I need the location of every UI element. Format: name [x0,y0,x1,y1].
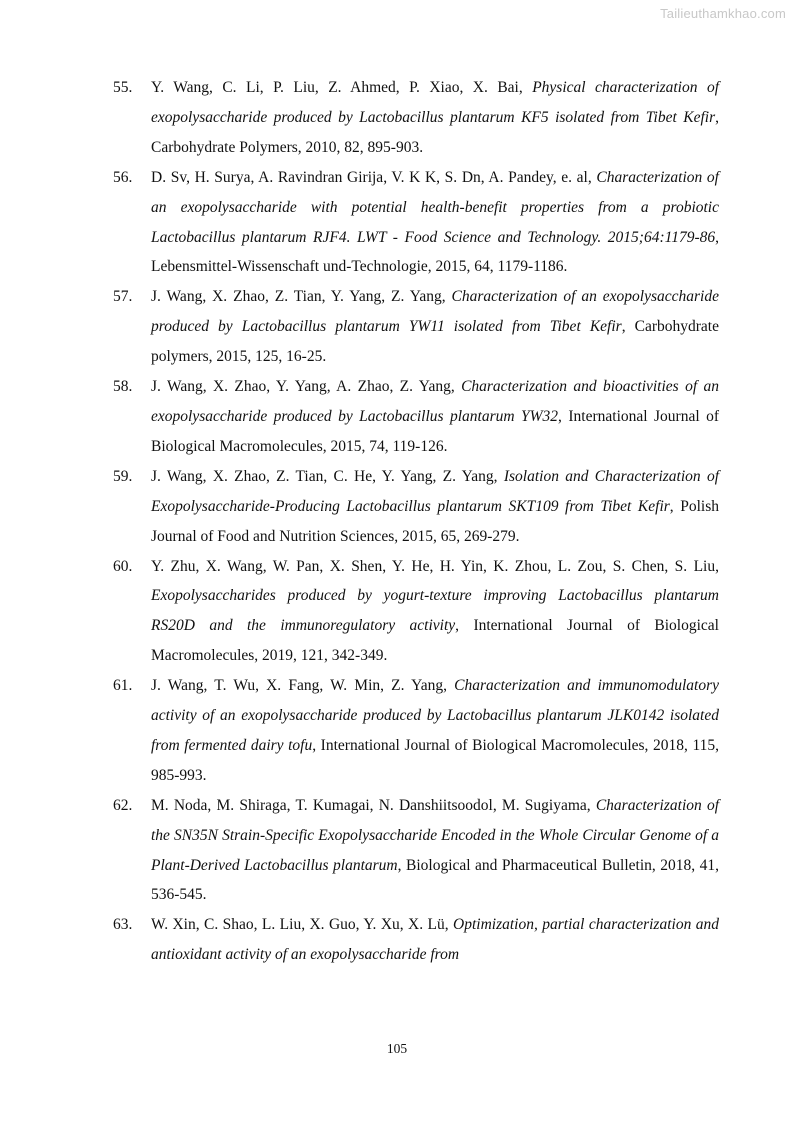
reference-item [113,372,719,462]
reference-source: , Carbohydrate Polymers, 2010, 82, 895-903. [151,108,719,156]
reference-title: Characterization of the SN35N Strain-Specific Exopolysaccharide Encoded in the Whole Circular Genome of a Plant-Derived Lactobacillus plantarum [151,796,719,874]
reference-item [113,462,719,552]
reference-title: Optimization, partial characterization and antioxidant activity of an exopolysaccharide from [151,916,719,964]
reference-title: Physical characterization of exopolysaccharide produced by Lactobacillus plantarum KF5 isolated from Tibet Kefir [151,79,720,126]
reference-number: 59. [113,467,133,485]
reference-item [113,282,719,372]
reference-text [151,372,719,462]
watermark: Tailieuthamkhao.com [660,6,786,21]
reference-number: 60. [113,557,133,575]
reference-text [151,910,719,970]
reference-title: Characterization of an exopolysaccharide with potential health-benefit properties from a probiotic Lactobacillus plantarum RJF4. LWT - Food Science and Technology. 2015;64:1179-86 [151,168,719,246]
reference-authors: D. Sv, H. Surya, A. Ravindran Girija, V. K K, S. Dn, A. Pandey, e. al, [151,168,597,186]
reference-number: 55. [113,79,133,96]
reference-text [151,163,719,283]
reference-text [151,671,719,791]
reference-title: Characterization and immunomodulatory activity of an exopolysaccharide produced by Lactobacillus plantarum JLK0142 isolated from fermented dairy tofu [151,677,719,754]
reference-item [113,791,719,911]
reference-number: 62. [113,796,133,814]
reference-text [151,462,719,552]
reference-authors: M. Noda, M. Shiraga, T. Kumagai, N. Danshiitsoodol, M. Sugiyama, [151,796,596,814]
reference-source: , International Journal of Biological Macromolecules, 2015, 74, 119-126. [151,407,719,455]
reference-title: Isolation and Characterization of Exopolysaccharide-Producing Lactobacillus plantarum SKT109 from Tibet Kefir [151,467,719,515]
reference-item [113,671,719,791]
reference-authors: Y. Zhu, X. Wang, W. Pan, X. Shen, Y. He, H. Yin, K. Zhou, L. Zou, S. Chen, S. Liu, [151,557,719,575]
reference-number: 57. [113,288,133,306]
reference-item [113,163,719,283]
reference-number: 56. [113,168,133,186]
reference-text [151,282,719,372]
reference-authors: J. Wang, X. Zhao, Z. Tian, C. He, Y. Yang, Z. Yang, [151,467,504,485]
reference-source: , Lebensmittel-Wissenschaft und-Technologie, 2015, 64, 1179-1186. [151,228,719,276]
reference-item [113,552,719,672]
page-number: 105 [386,1041,408,1056]
reference-text [151,73,719,163]
reference-source: , Carbohydrate polymers, 2015, 125, 16-25. [151,318,719,366]
reference-source: , International Journal of Biological Macromolecules, 2019, 121, 342-349. [151,617,719,665]
reference-authors: W. Xin, C. Shao, L. Liu, X. Guo, Y. Xu, X. Lü, [151,916,454,934]
reference-item [113,910,719,970]
reference-item [113,73,719,163]
reference-text [151,791,719,911]
reference-title: Characterization and bioactivities of an exopolysaccharide produced by Lactobacillus plantarum YW32 [151,378,719,425]
reference-authors: J. Wang, X. Zhao, Z. Tian, Y. Yang, Z. Yang, [151,288,452,306]
reference-number: 61. [113,677,133,695]
reference-title: Exopolysaccharides produced by yogurt-texture improving Lactobacillus plantarum RS20D and the immunoregulatory activity [151,587,719,635]
reference-text [151,552,719,672]
reference-source: , Polish Journal of Food and Nutrition Sciences, 2015, 65, 269-279. [151,497,720,545]
reference-authors: Y. Wang, C. Li, P. Liu, Z. Ahmed, P. Xiao, X. Bai, [151,79,533,96]
reference-number: 58. [113,378,133,396]
reference-list [113,73,719,970]
reference-authors: J. Wang, X. Zhao, Y. Yang, A. Zhao, Z. Yang, [151,378,462,396]
reference-source: , Biological and Pharmaceutical Bulletin, 2018, 41, 536-545. [151,856,719,904]
reference-number: 63. [113,916,133,934]
reference-source: , International Journal of Biological Macromolecules, 2018, 115, 985-993. [151,736,719,784]
reference-title: Characterization of an exopolysaccharide produced by Lactobacillus plantarum YW11 isolated from Tibet Kefir [151,288,719,336]
reference-authors: J. Wang, T. Wu, X. Fang, W. Min, Z. Yang, [151,677,455,695]
